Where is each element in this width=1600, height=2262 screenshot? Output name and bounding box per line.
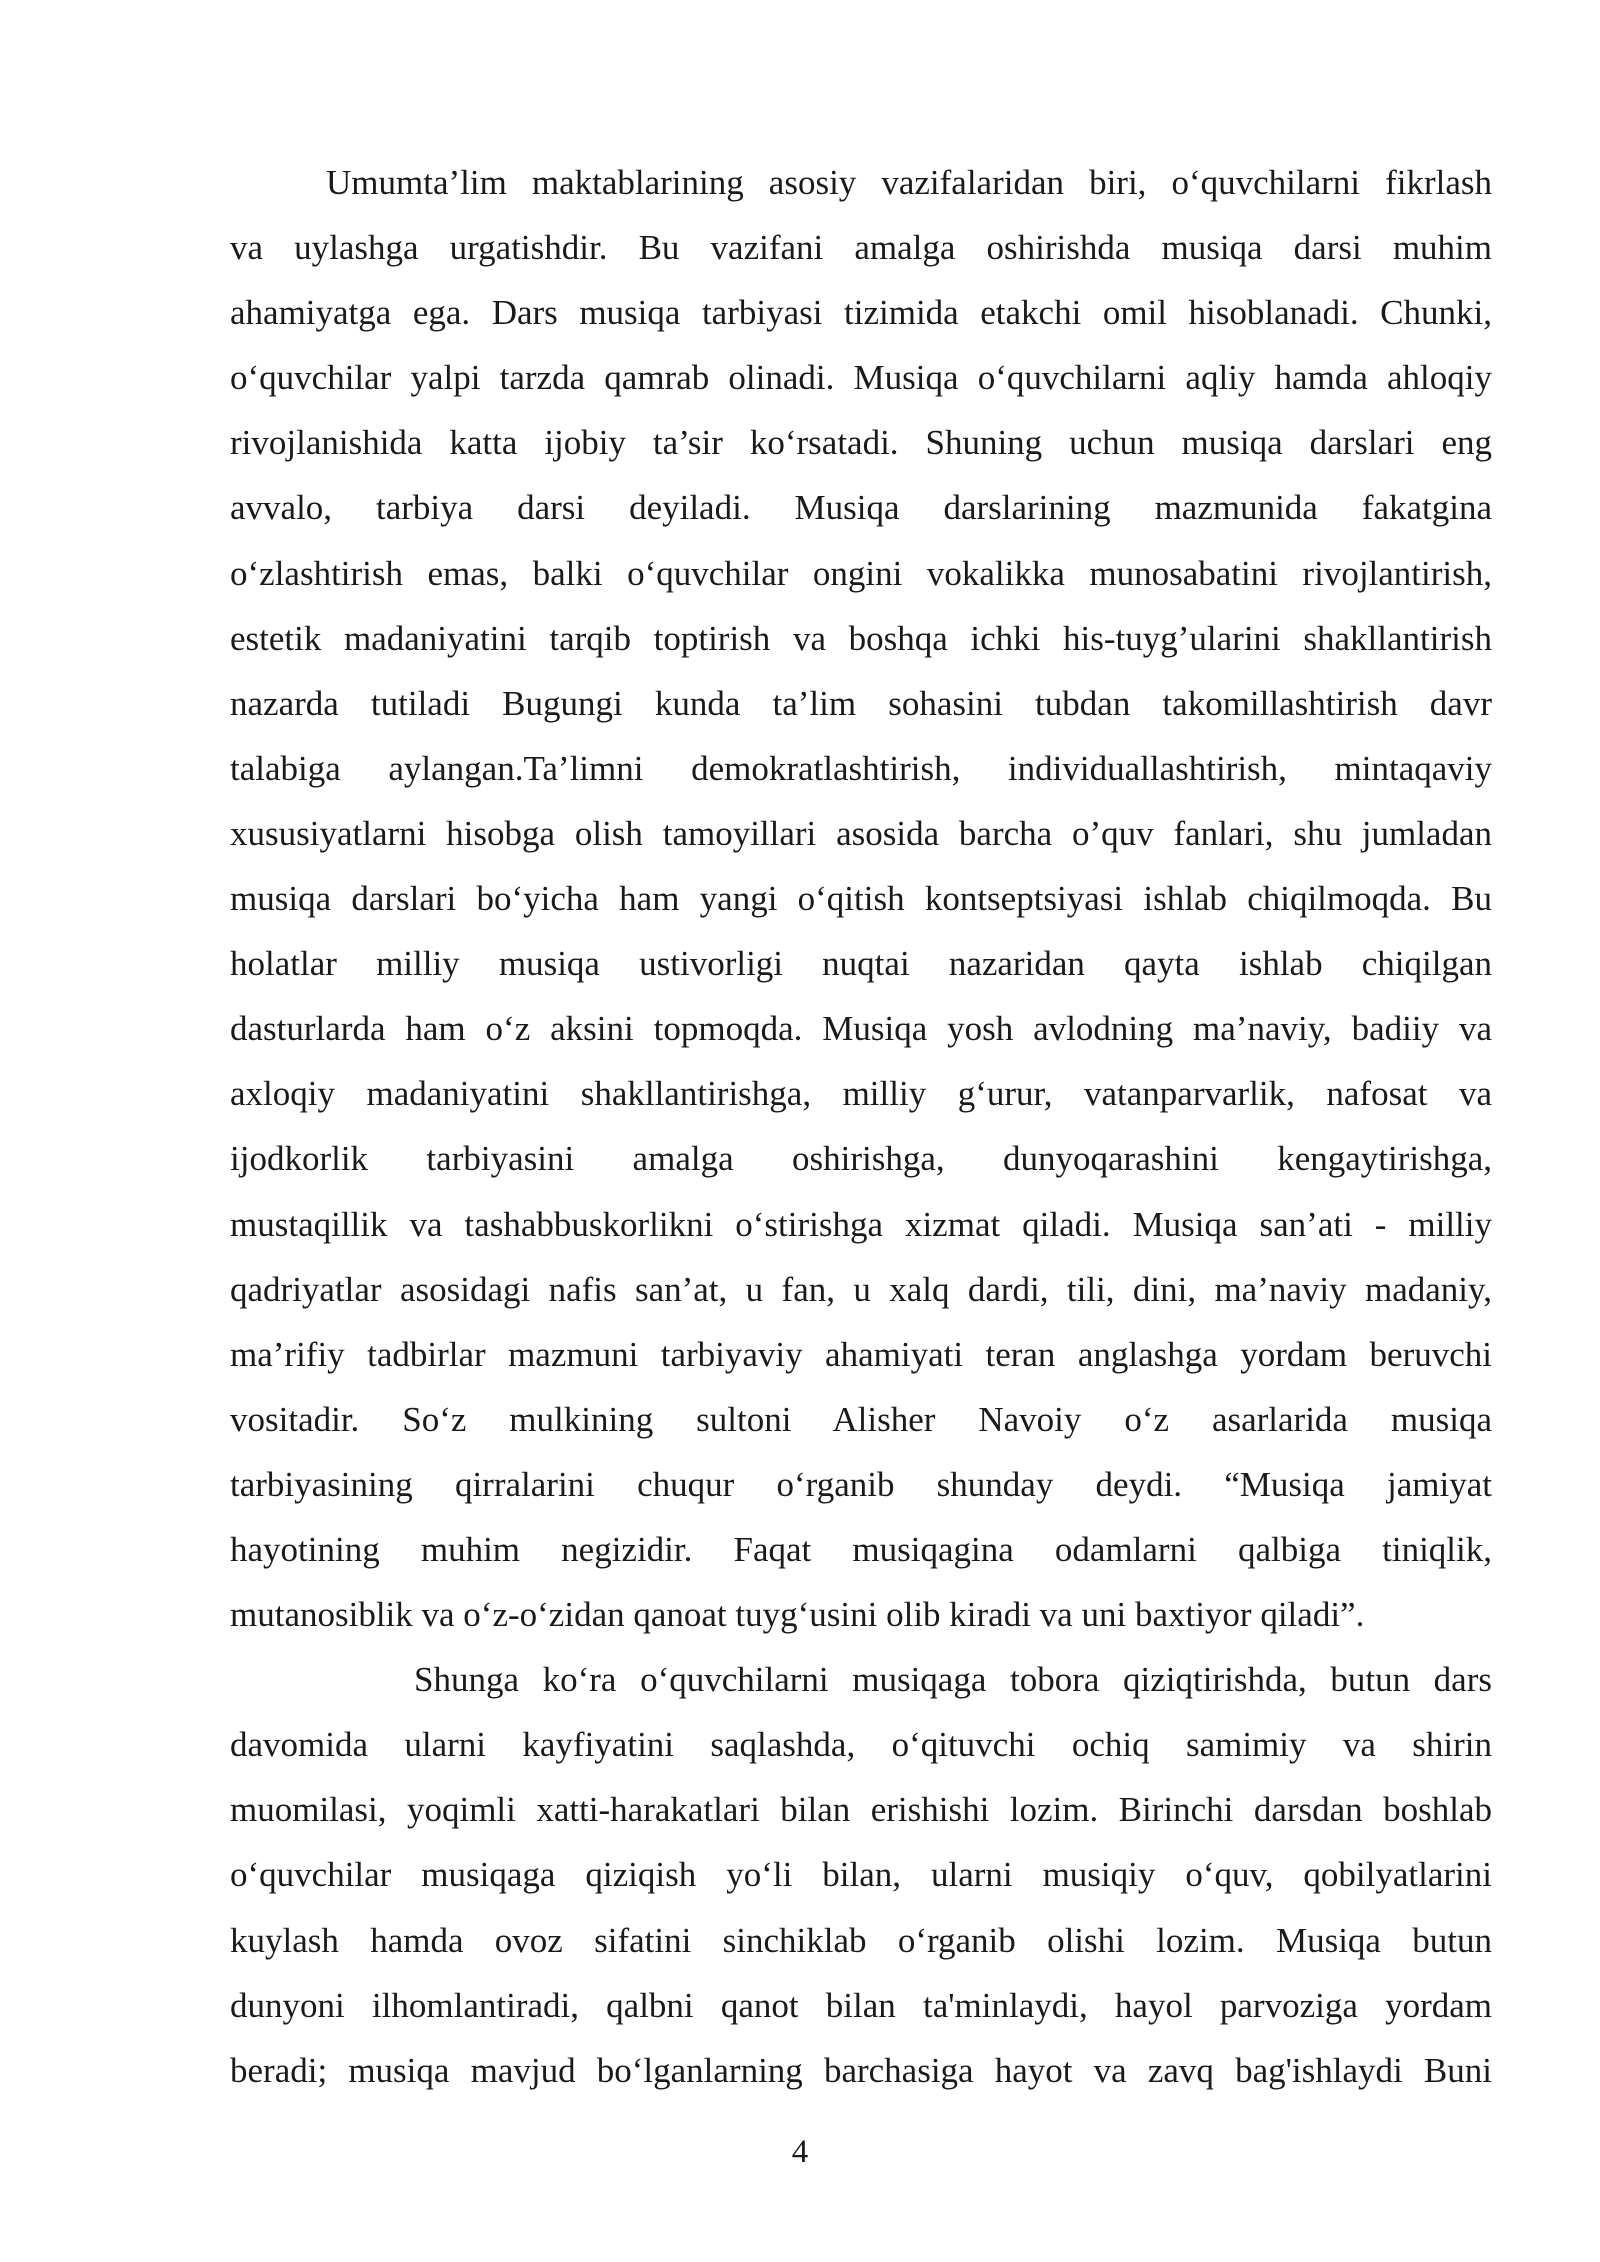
paragraph-1-line: holatlar milliy musiqa ustivorligi nuqtai nazaridan qayta ishlab chiqilgan bbox=[230, 944, 1492, 984]
paragraph-2-line: Shunga ko‘ra o‘quvchilarni musiqaga tobora qiziqtirishda, butun dars bbox=[414, 1660, 1492, 1700]
paragraph-1-line: ijodkorlik tarbiyasini amalga oshirishga, dunyoqarashini kengaytirishga, bbox=[230, 1139, 1492, 1179]
paragraph-1-line: Umumta’lim maktablarining asosiy vazifalaridan biri, o‘quvchilarni fikrlash bbox=[326, 163, 1492, 202]
paragraph-2-line: davomida ularni kayfiyatini saqlashda, o‘qituvchi ochiq samimiy va shirin bbox=[230, 1725, 1492, 1765]
paragraph-1-line: mutanosiblik va o‘z-o‘zidan qanoat tuyg‘usini olib kiradi va uni baxtiyor qiladi”. bbox=[230, 1595, 1365, 1635]
paragraph-1-line: rivojlanishida katta ijobiy ta’sir ko‘rsatadi. Shuning uchun musiqa darslari eng bbox=[230, 423, 1492, 463]
paragraph-1-line: axloqiy madaniyatini shakllantirishga, milliy g‘urur, vatanparvarlik, nafosat va bbox=[230, 1074, 1492, 1114]
paragraph-1-line: ahamiyatga ega. Dars musiqa tarbiyasi tizimida etakchi omil hisoblanadi. Chunki, bbox=[230, 293, 1492, 333]
paragraph-1-line: talabiga aylangan.Ta’limni demokratlashtirish, individuallashtirish, mintaqaviy bbox=[230, 748, 1492, 788]
paragraph-1-line: dasturlarda ham o‘z aksini topmoqda. Musiqa yosh avlodning ma’naviy, badiiy va bbox=[230, 1009, 1492, 1049]
paragraph-1-line: mustaqillik va tashabbuskorlikni o‘stirishga xizmat qiladi. Musiqa san’ati - milliy bbox=[230, 1204, 1492, 1244]
paragraph-1-line: xususiyatlarni hisobga olish tamoyillari asosida barcha o’quv fanlari, shu jumladan bbox=[230, 813, 1492, 853]
paragraph-1-line: tarbiyasining qirralarini chuqur o‘rganib shunday deydi. “Musiqa jamiyat bbox=[230, 1464, 1492, 1504]
paragraph-1-line: vositadir. So‘z mulkining sultoni Alisher Navoiy o‘z asarlarida musiqa bbox=[230, 1399, 1492, 1439]
paragraph-2-line: muomilasi, yoqimli xatti-harakatlari bilan erishishi lozim. Birinchi darsdan boshlab bbox=[230, 1790, 1492, 1830]
paragraph-1-line: va uylashga urgatishdir. Bu vazifani amalga oshirishda musiqa darsi muhim bbox=[230, 228, 1492, 268]
paragraph-1-line: avvalo, tarbiya darsi deyiladi. Musiqa darslarining mazmunida fakatgina bbox=[230, 488, 1492, 528]
paragraph-1-line: hayotining muhim negizidir. Faqat musiqagina odamlarni qalbiga tiniqlik, bbox=[230, 1529, 1492, 1569]
document-body bbox=[230, 150, 1492, 2103]
paragraph-1-line: ma’rifiy tadbirlar mazmuni tarbiyaviy ahamiyati teran anglashga yordam beruvchi bbox=[230, 1334, 1492, 1374]
paragraph-1-line: musiqa darslari bo‘yicha ham yangi o‘qitish kontseptsiyasi ishlab chiqilmoqda. Bu bbox=[230, 879, 1492, 919]
page-number: 4 bbox=[791, 2134, 809, 2170]
paragraph-2-line: dunyoni ilhomlantiradi, qalbni qanot bilan ta'minlaydi, hayol parvoziga yordam bbox=[230, 1985, 1492, 2025]
paragraph-2-line: beradi; musiqa mavjud bo‘lganlarning barchasiga hayot va zavq bag'ishlaydi Buni bbox=[230, 2050, 1492, 2090]
paragraph-2-line: kuylash hamda ovoz sifatini sinchiklab o‘rganib olishi lozim. Musiqa butun bbox=[230, 1920, 1492, 1960]
paragraph-1-line: qadriyatlar asosidagi nafis san’at, u fan, u xalq dardi, tili, dini, ma’naviy madaniy, bbox=[230, 1269, 1492, 1309]
paragraph-1-line: o‘zlashtirish emas, balki o‘quvchilar ongini vokalikka munosabatini rivojlantirish, bbox=[230, 553, 1492, 593]
paragraph-2-line: o‘quvchilar musiqaga qiziqish yo‘li bilan, ularni musiqiy o‘quv, qobilyatlarini bbox=[230, 1855, 1492, 1895]
paragraph-1-line: o‘quvchilar yalpi tarzda qamrab olinadi. Musiqa o‘quvchilarni aqliy hamda ahloqiy bbox=[230, 358, 1492, 398]
paragraph-1-line: estetik madaniyatini tarqib toptirish va boshqa ichki his-tuyg’ularini shakllantirish bbox=[230, 618, 1492, 658]
paragraph-1-line: nazarda tutiladi Bugungi kunda ta’lim sohasini tubdan takomillashtirish davr bbox=[230, 683, 1492, 723]
